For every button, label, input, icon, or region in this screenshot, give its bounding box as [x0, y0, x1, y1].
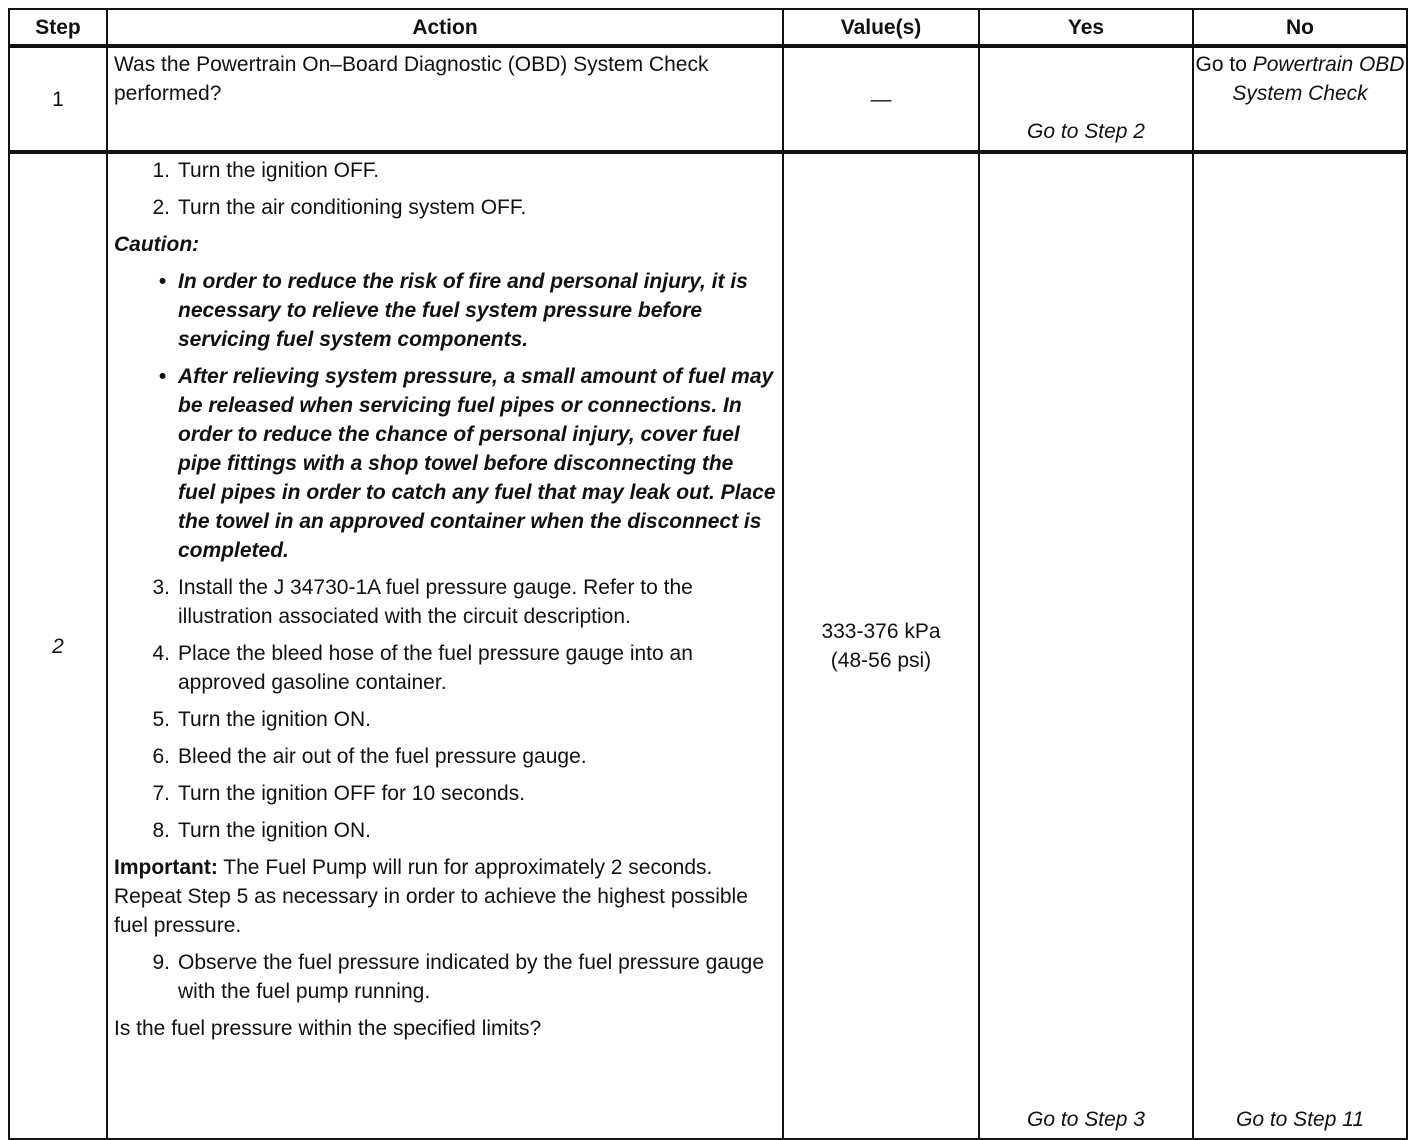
no-link[interactable]: Powertrain OBD System Check	[1232, 53, 1405, 105]
action-question: Was the Powertrain On–Board Diagnostic (OBD) System Check performed?	[114, 53, 709, 105]
caution-bullet	[114, 362, 776, 565]
item-text: Observe the fuel pressure indicated by the fuel pressure gauge with the fuel pump running.	[178, 951, 765, 1003]
item-number: 8.	[152, 819, 170, 842]
item-number: 3.	[152, 576, 170, 599]
no-cell[interactable]: Go to Step 11	[1193, 152, 1407, 1139]
item-text: Install the J 34730-1A fuel pressure gauge. Refer to the illustration associated with the circuit description.	[178, 576, 693, 628]
header-no: No	[1193, 9, 1407, 46]
item-number: 4.	[152, 642, 170, 665]
header-step: Step	[9, 9, 107, 46]
table-row-step-2	[9, 152, 1407, 1139]
important-note	[114, 853, 776, 940]
action-question: Is the fuel pressure within the specified limits?	[114, 1017, 542, 1040]
list-item	[114, 639, 776, 697]
yes-cell[interactable]: Go to Step 2	[979, 46, 1193, 152]
bullet-icon: •	[158, 270, 166, 293]
diagnostic-table	[8, 8, 1408, 1140]
item-number: 1.	[152, 159, 170, 182]
caution-title: Caution:	[114, 233, 200, 256]
item-text: Place the bleed hose of the fuel pressure gauge into an approved gasoline container.	[178, 642, 693, 694]
item-text: Turn the ignition OFF for 10 seconds.	[178, 782, 526, 805]
value-cell: —	[783, 46, 979, 152]
item-text: Turn the ignition ON.	[178, 819, 371, 842]
yes-cell[interactable]: Go to Step 3	[979, 152, 1193, 1139]
item-number: 5.	[152, 708, 170, 731]
list-item	[114, 705, 776, 734]
item-number: 7.	[152, 782, 170, 805]
item-text: Turn the air conditioning system OFF.	[178, 196, 527, 219]
no-cell[interactable]	[1193, 46, 1407, 152]
value-kpa: 333-376 kPa	[821, 620, 941, 643]
list-item	[114, 156, 776, 185]
item-number: 9.	[152, 951, 170, 974]
caution-bullet	[114, 267, 776, 354]
list-item	[114, 779, 776, 808]
value-psi: (48-56 psi)	[830, 649, 932, 672]
list-item	[114, 742, 776, 771]
item-text: Bleed the air out of the fuel pressure gauge.	[178, 745, 587, 768]
action-cell	[107, 46, 783, 152]
important-text: The Fuel Pump will run for approximately 2 seconds. Repeat Step 5 as necessary in order to achieve the highest possible fuel pressure.	[114, 856, 748, 937]
item-number: 2.	[152, 196, 170, 219]
item-text: Turn the ignition OFF.	[178, 159, 380, 182]
caution-text: After relieving system pressure, a small amount of fuel may be released when servicing fuel pipes or connections. In order to reduce the chance of personal injury, cover fuel pipe fittings with a shop towel before disconnecting the fuel pipes in order to catch any fuel that may leak out. Place the towel in an approved container when the disconnect is completed.	[178, 365, 776, 562]
list-item	[114, 573, 776, 631]
list-item	[114, 816, 776, 845]
header-action: Action	[107, 9, 783, 46]
action-cell	[107, 152, 783, 1139]
header-row	[9, 9, 1407, 46]
header-values: Value(s)	[783, 9, 979, 46]
important-label: Important:	[114, 856, 218, 879]
step-number: 2	[9, 152, 107, 1139]
list-item	[114, 193, 776, 222]
header-yes: Yes	[979, 9, 1193, 46]
caution-text: In order to reduce the risk of fire and personal injury, it is necessary to relieve the fuel system pressure before servicing fuel system components.	[178, 270, 748, 351]
table-row-step-1	[9, 46, 1407, 152]
bullet-icon: •	[158, 365, 166, 388]
step-number: 1	[9, 46, 107, 152]
value-cell	[783, 152, 979, 1139]
no-prefix: Go to	[1195, 53, 1247, 76]
list-item	[114, 948, 776, 1006]
item-text: Turn the ignition ON.	[178, 708, 371, 731]
item-number: 6.	[152, 745, 170, 768]
